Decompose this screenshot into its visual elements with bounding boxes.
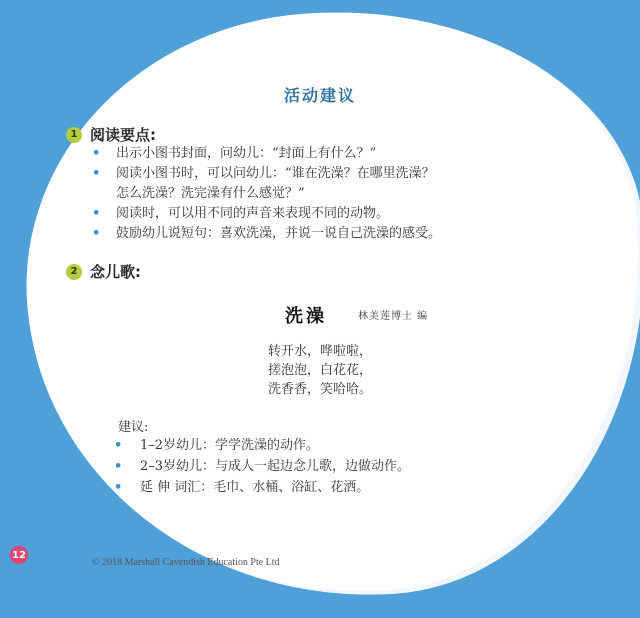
poem-author: 林美莲博士 编 [358,311,429,322]
list-item [110,477,510,498]
bullet-icon: • [92,206,101,221]
bullet-icon: • [114,438,123,453]
list-item-text: 出示小图书封面，问幼儿：“封面上有什么？” [116,146,377,161]
bullet-icon: • [92,146,101,161]
list-item [88,204,528,224]
list-item-text: 阅读时，可以用不同的声音来表现不同的动物。 [116,206,390,221]
bullet-icon: • [92,166,101,181]
section-heading-text: 念儿歌: [90,263,141,281]
list-item [88,164,528,204]
poem-line: 洗香香，笑哈哈。 [267,382,372,397]
poem-body [0,342,640,399]
section-number-badge: 1 [66,127,82,143]
reading-points-list [88,144,528,244]
advice-label: 建议: [118,420,149,435]
list-item [88,144,528,164]
advice-list [110,435,510,498]
poem-line: 转开水，哗啦啦， [267,344,372,359]
list-item-text: 鼓励幼儿说短句：喜欢洗澡，并说一说自己洗澡的感受。 [116,226,442,241]
list-item-text: 2–3岁幼儿：与成人一起边念儿歌，边做动作。 [140,459,411,474]
section-rhyme-heading [66,261,141,282]
list-item [110,456,510,477]
bullet-icon: • [92,226,101,241]
copyright-notice: © 2018 Marshall Cavendish Education Pte Ltd [92,557,280,568]
list-item-text: 阅读小图书时，可以问幼儿：“谁在洗澡？在哪里洗澡？ [116,166,435,181]
list-item [88,224,528,244]
bullet-icon: • [114,459,123,474]
page-title: 活动建议 [283,86,356,105]
list-item-text: 1–2岁幼儿：学学洗澡的动作。 [140,438,320,453]
list-item-text-continued: 怎么洗澡？洗完澡有什么感觉？” [116,186,305,201]
poem-line: 搓泡泡，白花花， [267,363,372,378]
list-item-text: 延 伸 词汇：毛巾、水桶、浴缸、花洒。 [140,480,370,495]
list-item [110,435,510,456]
section-number-badge: 2 [66,264,82,280]
page-number-badge: 12 [10,546,28,564]
poem-title: 洗澡 [285,306,327,327]
bullet-icon: • [114,480,123,495]
section-heading-text: 阅读要点: [90,126,156,144]
section-reading-heading [66,124,156,145]
